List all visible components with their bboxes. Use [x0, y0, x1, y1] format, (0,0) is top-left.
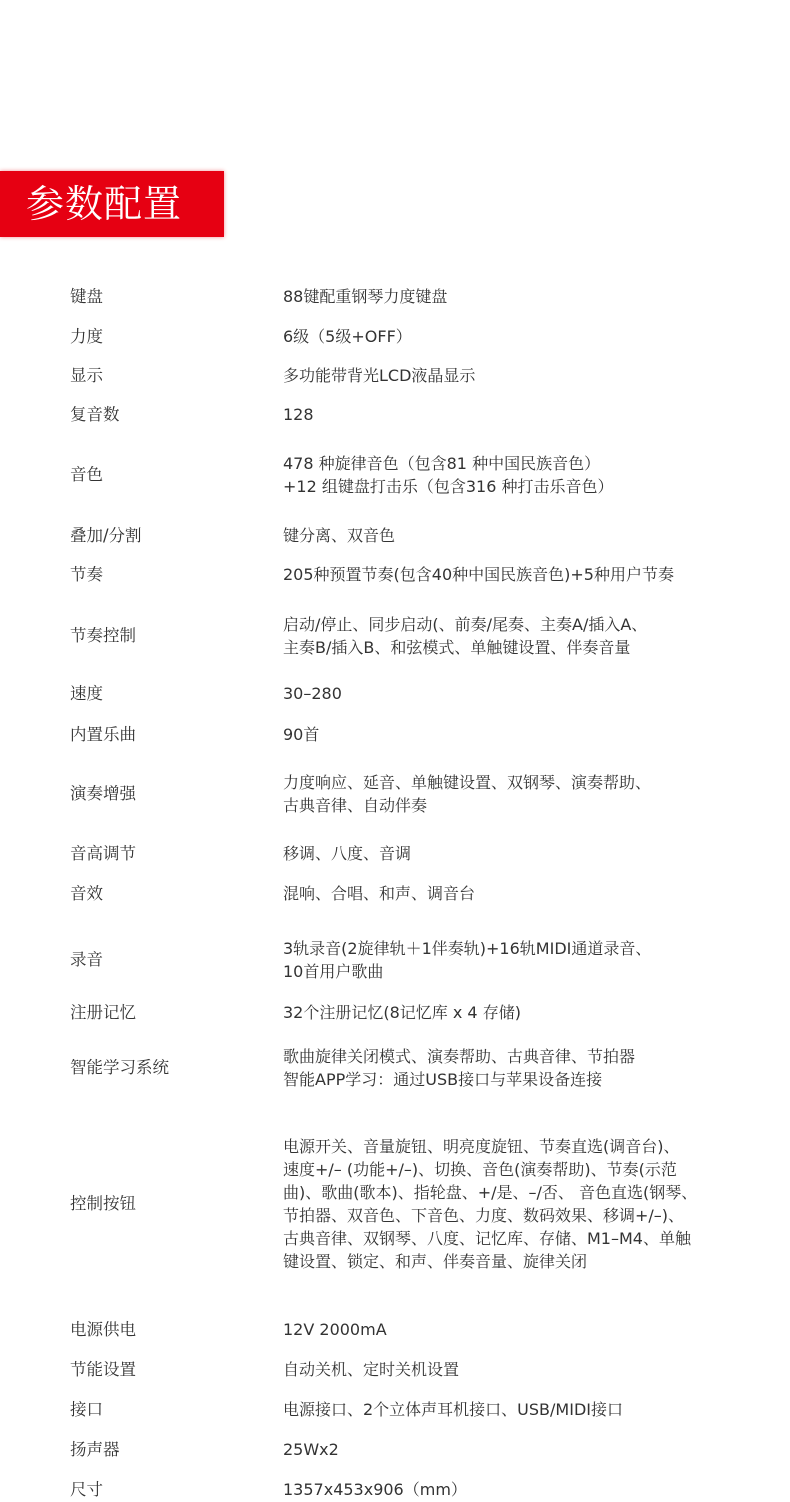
spec-value-line: 曲)、歌曲(歌本)、指轮盘、+/是、–/否、 音色直选(钢琴、 [283, 1183, 698, 1202]
spec-value-line: 3轨录音(2旋律轨＋1伴奏轨)+16轨MIDI通道录音、 [283, 939, 652, 958]
spec-label: 节能设置 [70, 1360, 136, 1379]
spec-label: 内置乐曲 [70, 725, 136, 744]
spec-value [283, 771, 753, 817]
spec-value-line: 88键配重钢琴力度键盘 [283, 287, 448, 306]
spec-label: 速度 [70, 684, 103, 703]
spec-label: 智能学习系统 [70, 1058, 169, 1077]
spec-label: 演奏增强 [70, 784, 136, 803]
spec-value-line: 1357x453x906（mm） [283, 1480, 467, 1499]
spec-label: 控制按钮 [70, 1194, 136, 1213]
spec-label: 显示 [70, 366, 103, 385]
spec-label: 录音 [70, 950, 103, 969]
spec-label: 接口 [70, 1400, 103, 1419]
spec-value-line: 速度+/– (功能+/–)、切换、音色(演奏帮助)、节奏(示范 [283, 1160, 677, 1179]
spec-label: 音色 [70, 465, 103, 484]
spec-value-line: 古典音律、双钢琴、八度、记忆库、存储、M1–M4、单触 [283, 1229, 691, 1248]
spec-value-line: 10首用户歌曲 [283, 962, 384, 981]
spec-value-line: 128 [283, 405, 314, 424]
spec-value-line: 多功能带背光LCD液晶显示 [283, 366, 476, 385]
spec-label: 力度 [70, 327, 103, 346]
spec-value [283, 937, 753, 983]
spec-label: 扬声器 [70, 1440, 120, 1459]
spec-value-line: 6级（5级+OFF） [283, 327, 412, 346]
spec-value-line: 12V 2000mA [283, 1320, 387, 1339]
spec-label: 音效 [70, 884, 103, 903]
spec-value-line: 古典音律、自动伴奏 [283, 796, 428, 815]
spec-value [283, 524, 753, 547]
spec-value [283, 1135, 753, 1273]
spec-value [283, 723, 753, 746]
spec-value-line: 电源接口、2个立体声耳机接口、USB/MIDI接口 [283, 1400, 623, 1419]
spec-label: 复音数 [70, 405, 120, 424]
spec-value [283, 1438, 753, 1461]
spec-value [283, 1398, 753, 1421]
spec-value-line: 移调、八度、音调 [283, 844, 412, 863]
spec-label: 注册记忆 [70, 1003, 136, 1022]
spec-value [283, 403, 753, 426]
spec-value [283, 1001, 753, 1024]
spec-label: 叠加/分割 [70, 526, 142, 545]
spec-value [283, 364, 753, 387]
spec-value-line: 键设置、锁定、和声、伴奏音量、旋律关闭 [283, 1252, 588, 1271]
spec-value-line: 25Wx2 [283, 1440, 339, 1459]
spec-value [283, 882, 753, 905]
spec-value-line: 32个注册记忆(8记忆库 x 4 存储) [283, 1003, 521, 1022]
spec-value [283, 1478, 753, 1501]
spec-value-line: 90首 [283, 725, 320, 744]
spec-value-line: 键分离、双音色 [283, 526, 396, 545]
spec-label: 键盘 [70, 287, 103, 306]
spec-label: 电源供电 [70, 1320, 136, 1339]
spec-label: 尺寸 [70, 1480, 103, 1499]
spec-value-line: 478 种旋律音色（包含81 种中国民族音色） [283, 454, 601, 473]
spec-value-line: +12 组键盘打击乐（包含316 种打击乐音色） [283, 477, 614, 496]
spec-value-line: 力度响应、延音、单触键设置、双钢琴、演奏帮助、 [283, 773, 652, 792]
spec-value [283, 682, 753, 705]
spec-value [283, 285, 753, 308]
spec-label: 节奏控制 [70, 626, 136, 645]
spec-value-line: 混响、合唱、和声、调音台 [283, 884, 476, 903]
spec-value-line: 205种预置节奏(包含40种中国民族音色)+5种用户节奏 [283, 565, 674, 584]
spec-value-line: 节拍器、双音色、下音色、力度、数码效果、移调+/–)、 [283, 1206, 685, 1225]
page-title: 参数配置 [0, 171, 224, 237]
spec-value [283, 325, 753, 348]
spec-value-line: 启动/停止、同步启动(、前奏/尾奏、主奏A/插入A、 [283, 615, 648, 634]
spec-label: 节奏 [70, 565, 103, 584]
spec-value [283, 613, 753, 659]
spec-value [283, 1358, 753, 1381]
spec-value [283, 842, 753, 865]
spec-value-line: 自动关机、定时关机设置 [283, 1360, 460, 1379]
spec-value [283, 1318, 753, 1341]
spec-value-line: 主奏B/插入B、和弦模式、单触键设置、伴奏音量 [283, 638, 631, 657]
spec-value [283, 563, 753, 586]
spec-value-line: 30–280 [283, 684, 342, 703]
spec-label: 音高调节 [70, 844, 136, 863]
spec-value [283, 1045, 753, 1091]
spec-value-line: 歌曲旋律关闭模式、演奏帮助、古典音律、节拍器 [283, 1047, 636, 1066]
spec-value-line: 电源开关、音量旋钮、明亮度旋钮、节奏直选(调音台)、 [283, 1137, 680, 1156]
spec-value [283, 452, 753, 498]
spec-value-line: 智能APP学习：通过USB接口与苹果设备连接 [283, 1070, 603, 1089]
